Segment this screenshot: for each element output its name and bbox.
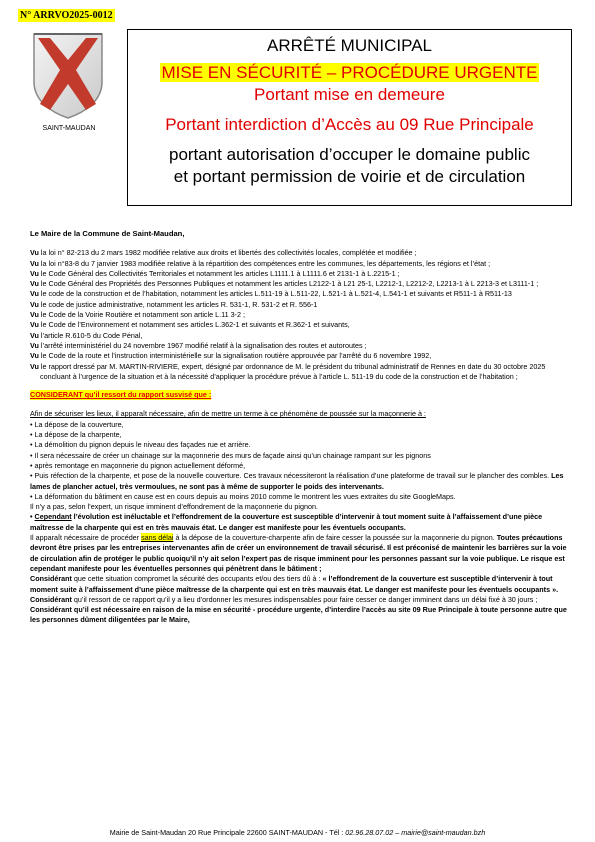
- document-body: [30, 229, 568, 626]
- bullet-item: • La déformation du bâtiment en cause est en cours depuis au moins 2010 comme le montrent les vues extraites du site GoogleMaps.: [30, 491, 456, 501]
- vu-item: Vu le Code Général des Propriétés des Personnes Publiques et notamment les articles L2122-1 à L21 25-1, L2212-1, L2212-2, L2213-1 à L 2213-3 et L3111-1 ;: [30, 279, 539, 289]
- vu-item: Vu l’arrêté interministériel du 24 novembre 1967 modifié relatif à la signalisation des routes et autoroutes ;: [30, 340, 367, 350]
- vu-item: Vu le code de justice administrative, notamment les articles R. 531-1, R. 531-2 et R. 556-1: [30, 299, 318, 309]
- intro-line: Le Maire de la Commune de Saint-Maudan,: [30, 229, 185, 238]
- considerant-1: Considérant que cette situation compromet la sécurité des occupants et/ou des tiers dû à : « l’effondrement de la couverture est susceptible d’intervenir à tout moment suite à l’affaissement d’une pièce maîtresse de la charpente qui est en très mauvais état. Le danger est manifeste pour les éventuels occupants ».: [30, 574, 559, 594]
- objective-paragraph: Afin de sécuriser les lieux, il apparaît nécessaire, afin de mettre un terme à ce phénomène de poussée sur la maçonnerie à :: [30, 409, 426, 419]
- subtitle-autorisation: portant autorisation d’occuper le domaine public et portant permission de voirie et de circulation: [168, 145, 530, 186]
- no-risk-paragraph: Il n’y a pas, selon l’expert, un risque imminent d’effondrement de la maçonnerie du pignon.: [30, 502, 318, 512]
- vu-item: Vu l’article R.610-5 du Code Pénal,: [30, 330, 143, 340]
- vu-item: Vu le Code de la Voirie Routière et notamment son article L.11 3-2 ;: [30, 310, 245, 320]
- bullet-item: • après remontage en maçonnerie du pignon actuellement déformé,: [30, 460, 246, 470]
- document-title: ARRÊTÉ MUNICIPAL: [267, 36, 432, 55]
- bullet-cependant: • Cependant l’évolution est inéluctable et l’effondrement de la couverture est susceptible d’intervenir à tout moment suite à l’affaissement d’une pièce maîtresse de la charpente qui est en très mauvais état. Le danger est manifeste pour les éventuels occupants.: [30, 512, 543, 532]
- crest-label: SAINT-MAUDAN: [42, 125, 96, 132]
- bullet-item: • Il sera nécessaire de créer un chainage sur la maçonnerie des murs de façade ainsi qu’un chainage rampant sur les pignons: [30, 450, 431, 460]
- municipal-crest-icon: [30, 30, 106, 120]
- considerant-2: Considérant qu’il ressort de ce rapport qu’il y a lieu d’ordonner les mesures indispensables pour faire cesser ce danger imminent dans un délai fixé à 30 jours ;: [30, 594, 538, 604]
- vu-item: Vu le Code de l’Environnement et notamment ses articles L.362-1 et suivants et R.362-1 et suivants,: [30, 320, 350, 330]
- subtitle-interdiction: Portant interdiction d’Accès au 09 Rue Principale: [165, 115, 534, 134]
- reference-number: N° ARRVO2025-0012: [20, 10, 113, 21]
- vu-item: Vu le Code de la route et l’instruction interministérielle sur la signalisation routière approuvée par l’arrêté du 6 novembre 1992,: [30, 351, 432, 361]
- considerant-heading: CONSIDERANT qu’il ressort du rapport susvisé que :: [30, 390, 212, 400]
- vu-item: Vu le code de la construction et de l’habitation, notamment les articles L.511-19 à L.511-22, L.521-1 à L.521-4, L.541-1 et suivants et R511-1 à R511-13: [30, 289, 512, 299]
- title-box: [127, 29, 572, 206]
- vu-list: [30, 248, 568, 382]
- footer: Mairie de Saint-Maudan 20 Rue Principale 22600 SAINT-MAUDAN - Tél : 02.96.28.07.02 – mairie@saint-maudan.bzh: [109, 828, 486, 837]
- bullet-item: • La dépose de la charpente,: [30, 430, 122, 440]
- vu-item: Vu le rapport dressé par M. MARTIN-RIVIERE, expert, désigné par ordonnance de M. le président du tribunal administratif de Rennes en date du 30 octobre 2025 concluant à l’urgence de la situation et à la nécessité d’appliquer la procédure prévue à l’article L. 511-19 du code de la construction et de l’habitation ;: [30, 361, 546, 381]
- proceed-paragraph: Il apparaît nécessaire de procéder sans délai à la dépose de la couverture-charpente afin de faire cesser la poussée sur la maçonnerie du pignon. Toutes précautions devront être prises par les entreprises intervenantes afin de créer un environnement de travail sécurisé. Il est préconisé de maintenir les barrières sur la voie de circulation afin de protéger le public quoiqu’il n’y ait selon l’expert pas de risque imminent pour les personnes passant sur la voie publique. Le risque est cependant manifeste pour les éventuelles personnes qui pénètrent dans le bâtiment ;: [30, 533, 567, 573]
- subtitle-mise-en-demeure: Portant mise en demeure: [254, 85, 445, 104]
- bullet-item: • Puis réfection de la charpente, et pose de la nouvelle couverture. Ces travaux nécessiteront la réalisation d’une plateforme de travail sur le plancher des combles. Les lames de plancher actuel, très vermoulues, ne sont pas à même de supporter le poids des intervenants.: [30, 471, 564, 491]
- vu-item: Vu la loi n° 82-213 du 2 mars 1982 modifiée relative aux droits et libertés des collectivités locales, complétée et modifiée ;: [30, 248, 417, 258]
- vu-item: Vu le Code Général des Collectivités Territoriales et notamment les articles L1111.1 à L1111.6 et 2131-1 à L.2215-1 ;: [30, 268, 400, 278]
- bullet-item: • La dépose de la couverture,: [30, 419, 124, 429]
- bullet-item: • La démolition du pignon depuis le niveau des façades rue et arrière.: [30, 440, 251, 450]
- vu-item: Vu la loi n°83-8 du 7 janvier 1983 modifiée relative à la répartition des compétences entre les communes, les départements, les régions et l’état ;: [30, 258, 491, 268]
- considerant-3: Considérant qu’il est nécessaire en raison de la mise en sécurité - procédure urgente, d’interdire l’accès au site 09 Rue Principale à toute personne autre que les personnes dûment diligentées par le Maire,: [30, 605, 567, 625]
- procedure-title: MISE EN SÉCURITÉ – PROCÉDURE URGENTE: [161, 63, 538, 82]
